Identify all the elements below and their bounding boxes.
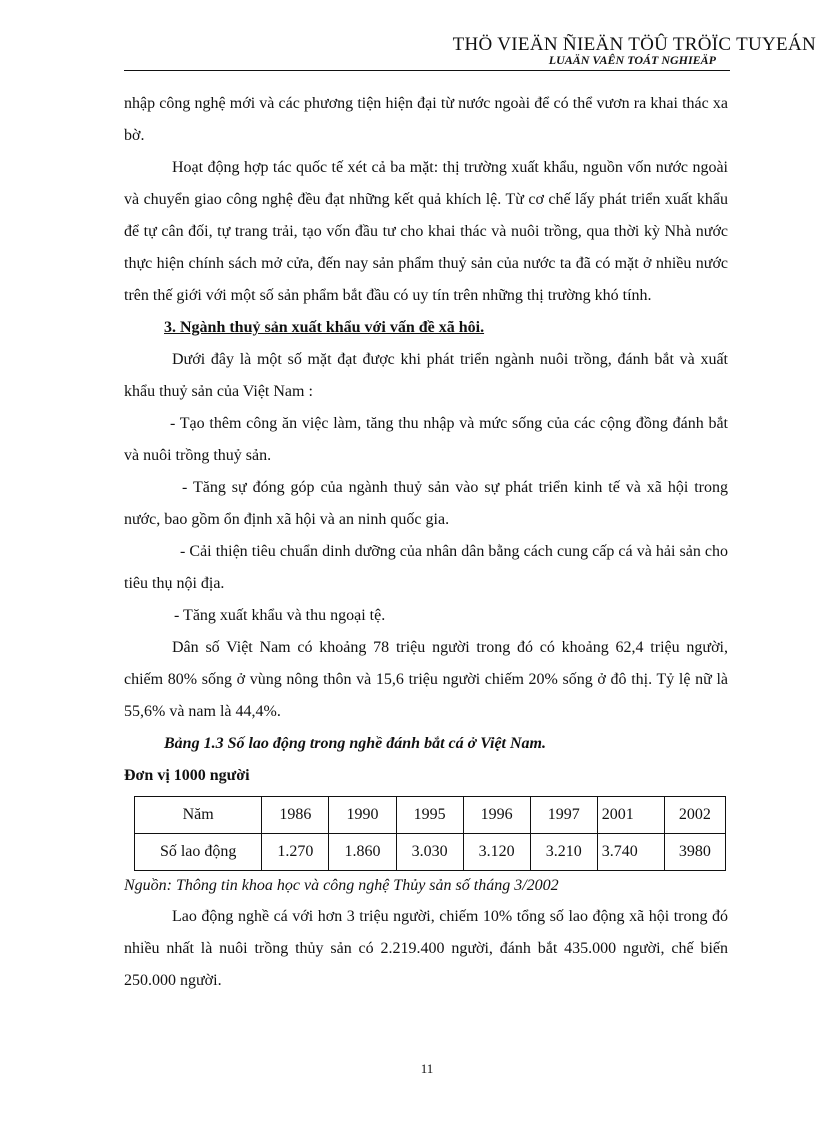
page-number: 11: [420, 1061, 434, 1076]
bullet-item-2: - Tăng sự đóng góp của ngành thuỷ sản vào sự phát triển kinh tế và xã hội trong nước, bao gồm ổn định xã hội và an ninh quốc gia.: [124, 479, 728, 528]
value-cell: 3.210: [530, 834, 597, 871]
table-source: Nguồn: Thông tin khoa học và công nghệ Thủy sản số tháng 3/2002: [124, 877, 559, 894]
year-cell: 1997: [530, 797, 597, 834]
bullet-item-1: - Tạo thêm công ăn việc làm, tăng thu nhập và mức sống của các cộng đồng đánh bắt và nuôi trồng thuỷ sản.: [124, 415, 728, 464]
value-cell: 3980: [664, 834, 725, 871]
year-cell: 1996: [463, 797, 530, 834]
document-body: [124, 88, 728, 997]
bullet-item-3: - Cải thiện tiêu chuẩn dinh dưỡng của nhân dân bằng cách cung cấp cá và hải sản cho tiêu thụ nội địa.: [124, 543, 728, 592]
table-unit: Đơn vị 1000 người: [124, 767, 250, 784]
paragraph-1: nhập công nghệ mới và các phương tiện hiện đại từ nước ngoài để có thể vươn ra khai thác xa bờ.: [124, 95, 728, 144]
year-cell: 2002: [664, 797, 725, 834]
header-divider: [124, 70, 730, 71]
paragraph-5: Lao động nghề cá với hơn 3 triệu người, chiếm 10% tổng số lao động xã hội trong đó nhiều nhất là nuôi trồng thủy sản có 2.219.400 người, đánh bắt 435.000 người, chế biến 250.000 người.: [124, 908, 728, 989]
row-header-labor: Số lao động: [135, 834, 262, 871]
paragraph-4: Dân số Việt Nam có khoảng 78 triệu người trong đó có khoảng 62,4 triệu người, chiếm 80% sống ở vùng nông thôn và 15,6 triệu người chiếm 20% sống ở đô thị. Tỷ lệ nữ là 55,6% và nam là 44,4%.: [124, 639, 728, 720]
table-row-years: [135, 797, 726, 834]
thesis-subtitle: LUAÄN VAÊN TOÁT NGHIEÄP: [548, 53, 716, 67]
value-cell: 1.270: [262, 834, 329, 871]
year-cell: 1986: [262, 797, 329, 834]
value-cell: 3.030: [396, 834, 463, 871]
value-cell: 1.860: [329, 834, 396, 871]
value-cell: 3.740: [597, 834, 664, 871]
bullet-item-4: - Tăng xuất khẩu và thu ngoại tệ.: [174, 607, 386, 624]
value-cell: 3.120: [463, 834, 530, 871]
paragraph-3: Dưới đây là một số mặt đạt được khi phát triển ngành nuôi trồng, đánh bắt và xuất khẩu thuỷ sản của Việt Nam :: [124, 351, 728, 400]
table-caption: Bảng 1.3 Số lao động trong nghề đánh bắt cá ở Việt Nam.: [164, 735, 546, 752]
section-heading: 3. Ngành thuỷ sản xuất khẩu với vấn đề xã hôi.: [164, 319, 485, 336]
row-header-year: Năm: [135, 797, 262, 834]
year-cell: 1995: [396, 797, 463, 834]
site-title: THÖ VIEÄN ÑIEÄN TÖÛ TRÖÏC TUYEÁN: [452, 34, 816, 55]
labor-table: [134, 796, 726, 871]
table-row-labor: [135, 834, 726, 871]
paragraph-2: Hoạt động hợp tác quốc tế xét cả ba mặt: thị trường xuất khẩu, nguồn vốn nước ngoài và chuyển giao công nghệ đều đạt những kết quả khích lệ. Từ cơ chế lấy phát triển xuất khẩu để tự cân đối, tự trang trải, tạo vốn đầu tư cho khai thác và nuôi trồng, qua thời kỳ Nhà nước thực hiện chính sách mở cửa, đến nay sản phẩm thuỷ sản của nước ta đã có mặt ở nhiều nước trên thế giới với một số sản phẩm bắt đầu có uy tín trên những thị trường khó tính.: [124, 159, 728, 304]
year-cell: 2001: [597, 797, 664, 834]
year-cell: 1990: [329, 797, 396, 834]
